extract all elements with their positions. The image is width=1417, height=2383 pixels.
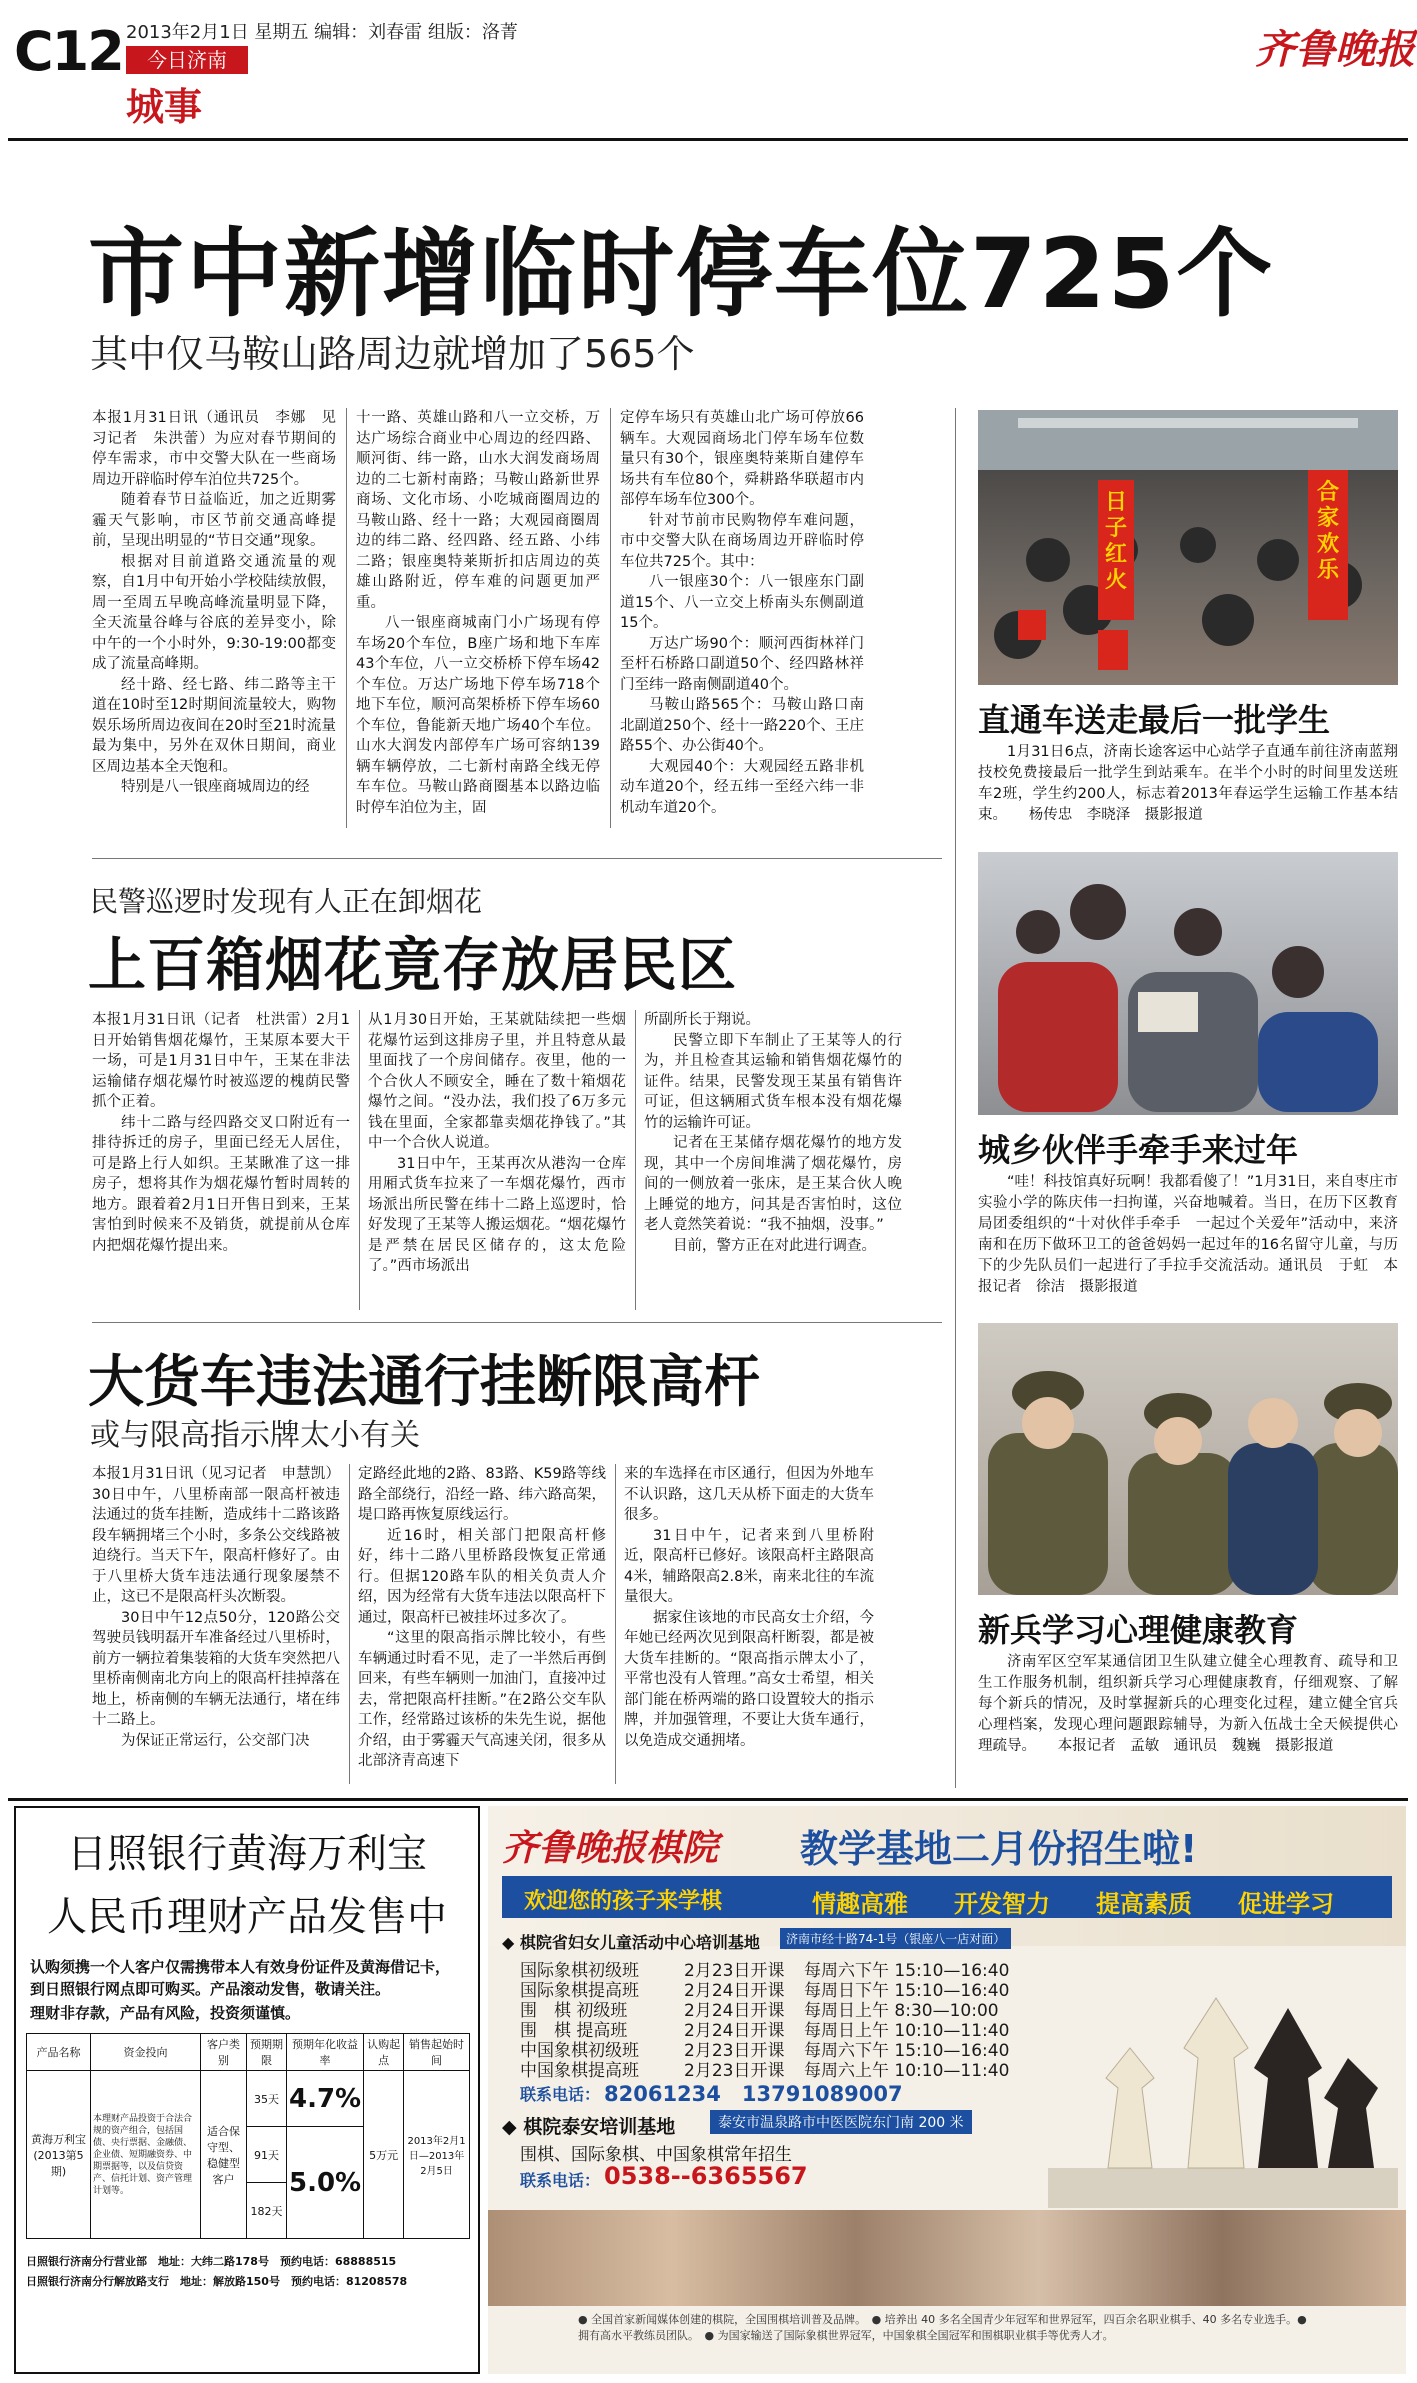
chess-headline: 教学基地二月份招生啦! <box>800 1827 1198 1871</box>
class-date: 2月24日开课 <box>684 1981 785 2001</box>
column-divider <box>346 408 347 828</box>
paragraph: 据家住该地的市民高女士介绍，今年她已经两次见到限高杆断裂，都是被大货车挂断的。“限高指示牌太小了，平常也没有人管理。”高女士希望，相关部门能在桥两端的路口设置较大的指示牌，并加强管理，不要让大货车通行，以免造成交通拥堵。 <box>624 1609 874 1749</box>
fireworks-headline: 上百箱烟花竟存放居民区 <box>88 931 738 999</box>
paragraph: 定停车场只有英雄山北广场可停放66辆车。大观园商场北门停车场车位数量只有30个，银座奥特莱斯自建停车场共有车位80个，舜耕路华联超市内部停车场车位300个。 <box>620 410 864 508</box>
truck-column-2 <box>358 1464 606 1784</box>
truck-subhead: 或与限高指示牌太小有关 <box>90 1418 420 1453</box>
ad-title: 日照银行黄海万利宝 <box>67 1831 427 1877</box>
base-address: 泰安市温泉路市中医医院东门南 200 米 <box>710 2110 972 2134</box>
class-name: 国际象棋提高班 <box>520 1981 639 2001</box>
paragraph: 记者在王某储存烟花爆竹的地方发现，其中一个房间堆满了烟花爆竹，房间的一侧放着一张床，是王某合伙人晚上睡觉的地方，问其是否害怕时，这位老人竟然笑着说：“我不抽烟，没事。” <box>644 1135 902 1233</box>
paragraph: 本报1月31日讯（通讯员 李娜 见习记者 朱洪蕾）为应对春节期间的停车需求，市中交警大队在一些商场周边开辟临时停车泊位共725个。 <box>92 410 336 488</box>
chess-pieces-image <box>1048 1938 1398 2208</box>
min-amount: 5万元 <box>364 2071 404 2239</box>
phone-number: 0538--6365567 <box>604 2162 808 2190</box>
children-image <box>978 852 1398 1115</box>
class-time: 每周日上午 8:30—10:00 <box>804 2001 999 2021</box>
paragraph: 十一路、英雄山路和八一立交桥，万达广场综合商业中心周边的经四路、顺河街、纬一路，山水大润发商场周边的二七新村南路；马鞍山路新世界商场、文化市场、小吃城商圈周边的马鞍山路、经十一路；大观园商圈周边的纬二路、经四路、经五路、小纬二路；银座奥特莱斯折扣店周边的英雄山路附近，停车难的问题更加严重。 <box>356 410 600 611</box>
truck-headline: 大货车违法通行挂断限高杆 <box>88 1350 760 1415</box>
paragraph: 本报1月31日讯（见习记者 申慧凯）30日中午，八里桥南部一限高杆被违法通过的货车挂断，造成纬十二路该路段车辆拥堵三个小时，多条公交线路被迫绕行。当天下午，限高杆修好了。由于八里桥大货车违法通行现象屡禁不止，这已不是限高杆头次断裂。 <box>92 1466 340 1605</box>
caption-text: 济南军区空军某通信团卫生队建立健全心理教育、疏导和卫生工作服务机制，组织新兵学习心理健康教育，仔细观察、了解每个新兵的情况，及时掌握新兵的心理变化过程，建立健全官兵心理档案，发现心理问题跟踪辅导，为新入伍战士全天候提供心理疏导。 本报记者 孟敏 通讯员 魏巍 摄影报道 <box>978 1654 1398 1754</box>
story-divider <box>92 858 942 859</box>
story-divider <box>92 1322 942 1323</box>
investment-text: 本理财产品投资于合法合规的资产组合，包括国债、央行票据、金融债、企业债、短期融资券、中期票据等，以及信贷资产、信托计划、资产管理计划等。 <box>91 2071 201 2239</box>
paragraph: 本报1月31日讯（记者 杜洪雷）2月1日开始销售烟花爆竹，王某原本要大干一场，可是1月31日中午，王某在非法运输储存烟花爆竹时被巡逻的槐荫民警抓个正着。 <box>92 1012 350 1110</box>
table-row <box>27 2071 470 2127</box>
paragraph: 经十路、经七路、纬二路等主干道在10时至12时期间流量较大，购物娱乐场所周边夜间在20时至21时流量最为集中，另外在双休日期间，商业区周边基本全天饱和。 <box>92 676 336 775</box>
column-divider <box>610 408 611 828</box>
table-header: 客户类别 <box>201 2034 247 2071</box>
column-divider <box>615 1464 616 1784</box>
term-cell: 35天 <box>247 2071 287 2127</box>
ad-warning: 理财非存款，产品有风险，投资须谨慎。 <box>30 2004 301 2022</box>
photo-bus-students <box>978 410 1398 685</box>
paragraph: 马鞍山路565个：马鞍山路口南北副道250个、经十一路220个、王庄路55个、办公街40个。 <box>620 697 864 754</box>
phone-label: 联系电话： <box>520 2171 601 2190</box>
rate-cell: 4.7% <box>287 2071 364 2127</box>
class-name: 中国象棋初级班 <box>520 2041 639 2061</box>
paragraph: 为保证正常运行，公交部门决 <box>121 1732 310 1749</box>
fireworks-column-2 <box>368 1010 626 1310</box>
table-header: 认购起点 <box>364 2034 404 2071</box>
sale-period: 2013年2月1日—2013年2月5日 <box>404 2071 470 2239</box>
section-tag: 今日济南 <box>126 46 248 74</box>
class-date: 2月23日开课 <box>684 1961 785 1981</box>
rate-cell: 5.0% <box>287 2127 364 2239</box>
chess-school-advertisement <box>488 1806 1406 2374</box>
students-photo-strip <box>488 2210 1406 2306</box>
photo-caption <box>978 1172 1398 1298</box>
ad-notice: 认购须携一个人客户仅需携带本人有效身份证件及黄海借记卡，到日照银行网点即可购买。产品滚动发售，敬请关注。 <box>30 1958 451 1998</box>
slogan: 开发智力 <box>954 1890 1050 1918</box>
fireworks-column-1 <box>92 1010 350 1310</box>
class-name: 中国象棋提高班 <box>520 2061 639 2081</box>
paragraph: 31日中午，记者来到八里桥附近，限高杆已修好。该限高杆主路限高4米，辅路限高2.8米，南来北往的车流量很大。 <box>624 1527 874 1605</box>
class-date: 2月23日开课 <box>684 2041 785 2061</box>
term-cell: 91天 <box>247 2127 287 2183</box>
class-name: 国际象棋初级班 <box>520 1961 639 1981</box>
ad-divider <box>8 1798 1408 1801</box>
paragraph: 纬十二路与经四路交叉口附近有一排待拆迁的房子，里面已经无人居住，可是路上行人如织。王某瞅准了这一排房子，想将其作为烟花爆竹暂时周转的地方。跟着着2月1日开售日到来，王某害怕到时候来不及销货，就提前从仓库内把烟花爆竹提出来。 <box>92 1114 350 1254</box>
ad-footer: 日照银行济南分行解放路支行 地址：解放路150号 预约电话：81208578 <box>26 2275 408 2288</box>
photo-children-science <box>978 852 1398 1115</box>
column-divider <box>359 1010 360 1310</box>
section-name: 城事 <box>126 85 203 129</box>
chess-brand: 齐鲁晚报棋院 <box>502 1827 719 1869</box>
ad-title: 人民币理财产品发售中 <box>47 1894 447 1940</box>
truck-column-3 <box>624 1464 874 1784</box>
paragraph: 31日中午，王某再次从港沟一仓库用厢式货车拉来了一车烟花爆竹，西市场派出所民警在纬十二路上巡逻时，恰好发现了王某等人搬运烟花。“烟花爆竹是严禁在居民区储存的，这太危险了。”西市场派出 <box>368 1155 626 1274</box>
paragraph: 定路经此地的2路、83路、K59路等线路全部绕行，沿经一路、纬六路高架，堤口路再恢复原线运行。 <box>358 1466 606 1523</box>
lead-column-1 <box>92 408 336 828</box>
base-courses: 围棋、国际象棋、中国象棋常年招生 <box>520 2145 792 2165</box>
paragraph: 30日中午12点50分，120路公交驾驶员钱明磊开车准备经过八里桥时，前方一辆拉着集装箱的大货车突然把八里桥南侧南北方向上的限高杆挂掉落在地上，桥南侧的车辆无法通行，堵在纬十二路上。 <box>92 1609 340 1728</box>
ad-footer: 日照银行济南分行营业部 地址：大纬二路178号 预约电话：68888515 <box>26 2255 397 2268</box>
ad-footer: ● 全国首家新闻媒体创建的棋院，全国围棋培训普及品牌。 ● 培养出 40 多名全国青少年冠军和世界冠军，四百余名职业棋手、40 多名专业选手。● 拥有高水平教练员团队。 ● 为国家输送了国际象棋世界冠军，中国象棋全国冠军和围棋职业棋手等优秀人才。 <box>578 2313 1307 2342</box>
column-divider <box>635 1010 636 1310</box>
lead-column-3 <box>620 408 864 828</box>
lead-column-2 <box>356 408 600 828</box>
paragraph: 根据对目前道路交通流量的观察，自1月中旬开始小学校陆续放假，周一至周五早晚高峰流量明显下降，全天流量谷峰与谷底的差异变小，除中午的一个小时外，9:30-19:00都变成了流量高峰期。 <box>92 553 336 672</box>
caption-text: “哇！科技馆真好玩啊！我都看傻了！”1月31日，来自枣庄市实验小学的陈庆伟一扫拘谨，兴奋地喊着。当日，在历下区教育局团委组织的“十对伙伴手牵手 一起过个关爱年”活动中，来济南和在历下做环卫工的爸爸妈妈一起过年的16名留守儿童，与历下的少先队员们一起进行了手拉手交流活动。通讯员 于虹 本报记者 徐洁 摄影报道 <box>978 1174 1398 1295</box>
photo-title: 城乡伙伴手牵手来过年 <box>978 1131 1299 1169</box>
paragraph: 特别是八一银座商城周边的经 <box>121 779 310 795</box>
banner-text: 合家欢乐 <box>1316 480 1339 583</box>
base-name: ◆ 棋院省妇女儿童活动中心培训基地 <box>502 1933 760 1952</box>
paragraph: 近16时，相关部门把限高杆修好，纬十二路八里桥路段恢复正常通行。但据120路车队的相关负责人介绍，因为经常有大货车违法以限高杆下通过，限高杆已被挂坏过多次了。 <box>358 1527 606 1626</box>
phone-number: 82061234 13791089007 <box>604 2082 903 2106</box>
class-date: 2月23日开课 <box>684 2061 785 2081</box>
table-header: 预期期限 <box>247 2034 287 2071</box>
product-table <box>26 2033 470 2239</box>
class-time: 每周六下午 15:10—16:40 <box>804 1961 1010 1981</box>
paragraph: 八一银座商城南门小广场现有停车场20个车位，B座广场和地下车库43个车位，八一立交桥桥下停车场42个车位。万达广场地下停车场718个地下车位，顺河高架桥桥下停车场60个车位，鲁能新天地广场40个车位。山水大润发内部停车广场可容纳139辆车辆停放，二七新村南路全线无停车车位。马鞍山路商圈基本以路边临时停车泊位为主，固 <box>356 615 600 816</box>
paragraph: “这里的限高指示牌比较小，有些车辆通过时看不见，走了一半然后再倒回来，有些车辆则一加油门，直接冲过去，常把限高杆挂断。”在2路公交车队工作，经常路过该桥的朱先生说，据他介绍，由于雾霾天气高速关闭，很多从北部济青高速下 <box>358 1630 606 1769</box>
term-cell: 182天 <box>247 2183 287 2239</box>
fireworks-column-3 <box>644 1010 902 1310</box>
bank-advertisement <box>14 1806 480 2374</box>
base-name: ◆ 棋院泰安培训基地 <box>502 2116 676 2138</box>
table-header: 预期年化收益率 <box>287 2034 364 2071</box>
table-header: 产品名称 <box>27 2034 91 2071</box>
paragraph: 目前，警方正在对此进行调查。 <box>673 1237 876 1254</box>
paragraph: 针对节前市民购物停车难问题，市中交警大队在商场周边开辟临时停车位共725个。其中： <box>620 512 864 570</box>
product-name: 黄海万利宝(2013第5期) <box>27 2071 91 2239</box>
header-rule <box>8 138 1408 141</box>
slogan: 情趣高雅 <box>812 1890 908 1918</box>
class-name: 围 棋 提高班 <box>520 2021 628 2041</box>
fireworks-kicker: 民警巡逻时发现有人正在卸烟花 <box>90 885 483 918</box>
photo-title: 新兵学习心理健康教育 <box>978 1611 1299 1649</box>
column-divider <box>349 1464 350 1784</box>
page-header <box>0 0 1417 135</box>
class-name: 围 棋 初级班 <box>520 2001 628 2021</box>
class-time: 每周日下午 15:10—16:40 <box>804 1981 1010 2001</box>
slogan: 提高素质 <box>1096 1890 1192 1918</box>
base-address: 济南市经十路74-1号（银座八一店对面） <box>780 1928 1011 1949</box>
truck-column-1 <box>92 1464 340 1784</box>
soldiers-image <box>978 1323 1398 1595</box>
table-header-row <box>27 2034 470 2071</box>
photo-title: 直通车送走最后一批学生 <box>978 701 1331 739</box>
photo-caption <box>978 1652 1398 1757</box>
date-line: 2013年2月1日 星期五 编辑：刘春雷 组版：洛菁 <box>126 22 518 43</box>
photo-new-soldiers <box>978 1323 1398 1595</box>
paragraph: 大观园40个：大观园经五路非机动车道20个，经五纬一至经六纬一非机动车道20个。 <box>620 758 864 816</box>
paragraph: 民警立即下车制止了王某等人的行为，并且检查其运输和销售烟花爆竹的证件。结果，民警发现王某虽有销售许可证，但这辆厢式货车根本没有烟花爆竹的运输许可证。 <box>644 1032 902 1131</box>
class-time: 每周六上午 10:10—11:40 <box>804 2061 1010 2081</box>
phone-label: 联系电话： <box>520 2085 601 2104</box>
paragraph: 万达广场90个：顺河西街林祥门至杆石桥路口副道50个、经四路林祥门至纬一路南侧副道40个。 <box>620 635 864 693</box>
paragraph: 所副所长于翔说。 <box>644 1012 760 1028</box>
lead-subhead: 其中仅马鞍山路周边就增加了565个 <box>90 332 695 376</box>
class-date: 2月24日开课 <box>684 2001 785 2021</box>
table-header: 资金投向 <box>91 2034 201 2071</box>
photo-column-divider <box>955 408 956 1788</box>
newspaper-logo: 齐鲁晚报 <box>1255 26 1415 73</box>
table-header: 销售起始时间 <box>404 2034 470 2071</box>
lead-headline: 市中新增临时停车位725个 <box>88 218 1275 330</box>
paragraph: 随着春节日益临近，加之近期雾霾天气影响，市区节前交通高峰提前，呈现出明显的“节日交通”现象。 <box>92 492 336 549</box>
slogan: 欢迎您的孩子来学棋 <box>524 1889 723 1914</box>
photo-caption <box>978 742 1398 826</box>
paragraph: 来的车选择在市区通行，但因为外地车不认识路，这几天从桥下面走的大货车很多。 <box>624 1466 874 1523</box>
page-number: C12 <box>14 20 123 83</box>
paragraph: 八一银座30个：八一银座东门副道15个、八一立交上桥南头东侧副道15个。 <box>620 574 864 631</box>
paragraph: 从1月30日开始，王某就陆续把一些烟花爆竹运到这排房子里，并且特意从最里面找了一个房间储存。夜里，他的一个合伙人不顾安全，睡在了数十箱烟花爆竹之间。“没办法，我们投了6万多元钱在里面，全家都靠卖烟花挣钱了。”其中一个合伙人说道。 <box>368 1012 626 1151</box>
class-date: 2月24日开课 <box>684 2021 785 2041</box>
client-type: 适合保守型、稳健型客户 <box>201 2071 247 2239</box>
banner-text: 日子红火 <box>1104 490 1127 593</box>
caption-text: 1月31日6点，济南长途客运中心站学子直通车前往济南蓝翔技校免费接最后一批学生到站乘车。在半个小时的时间里发送班车2班，学生约200人，标志着2013年春运学生运输工作基本结束。 杨传忠 李晓泽 摄影报道 <box>978 744 1398 823</box>
class-time: 每周日上午 10:10—11:40 <box>804 2021 1010 2041</box>
class-time: 每周六下午 15:10—16:40 <box>804 2041 1010 2061</box>
slogan: 促进学习 <box>1238 1890 1334 1918</box>
